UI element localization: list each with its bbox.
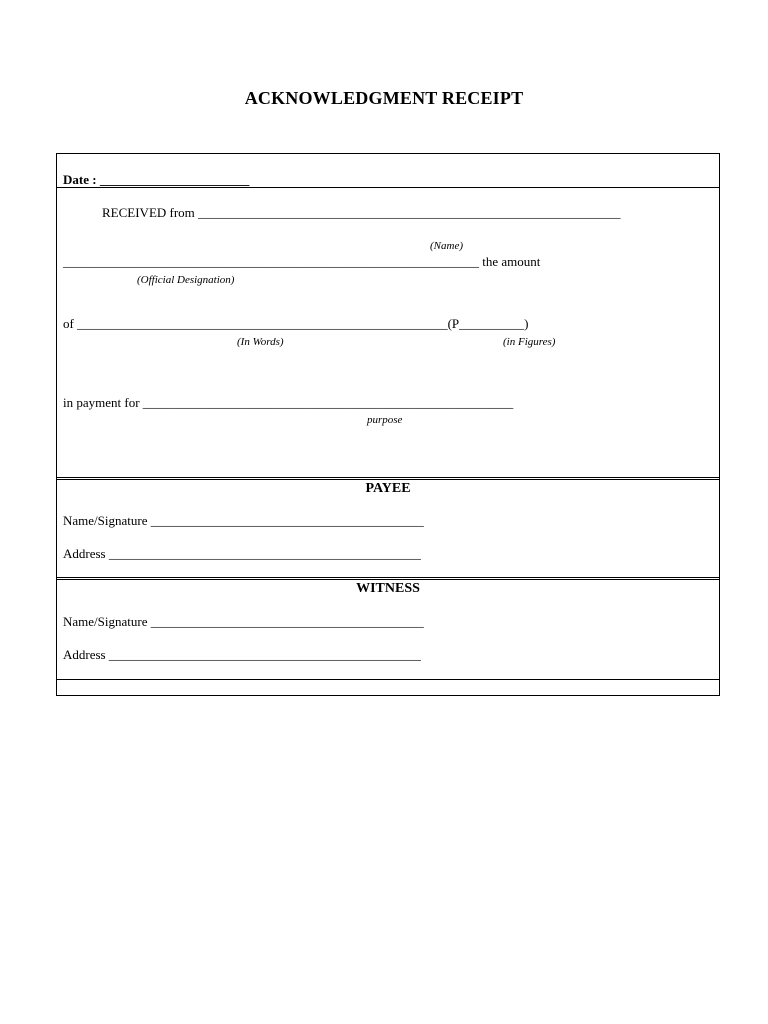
official-designation-caption: (Official Designation) (137, 274, 235, 286)
payee-heading: PAYEE (365, 481, 411, 496)
bottom-row-divider (56, 679, 720, 680)
page-title: ACKNOWLEDGMENT RECEIPT (244, 88, 524, 108)
payee-section-divider (56, 477, 720, 480)
witness-section-divider (56, 577, 720, 580)
official-designation-field[interactable]: ________________________________________________________________ the amount (63, 254, 541, 269)
witness-address-field[interactable]: Address ________________________________________________ (63, 647, 421, 662)
witness-heading: WITNESS (356, 581, 420, 596)
amount-field[interactable]: of _________________________________________________________(P__________) (63, 316, 529, 331)
payee-address-field[interactable]: Address ________________________________________________ (63, 546, 421, 561)
payment-purpose-field[interactable]: in payment for _________________________________________________________ (63, 395, 514, 410)
purpose-caption: purpose (367, 414, 403, 426)
in-words-caption: (In Words) (237, 336, 284, 348)
received-from-field[interactable]: RECEIVED from _________________________________________________________________ (102, 205, 621, 220)
witness-name-signature-field[interactable]: Name/Signature __________________________________________ (63, 614, 424, 629)
name-caption: (Name) (430, 240, 463, 252)
date-field[interactable]: Date : _______________________ (63, 172, 250, 187)
in-figures-caption: (in Figures) (503, 336, 556, 348)
payee-name-signature-field[interactable]: Name/Signature __________________________________________ (63, 513, 424, 528)
